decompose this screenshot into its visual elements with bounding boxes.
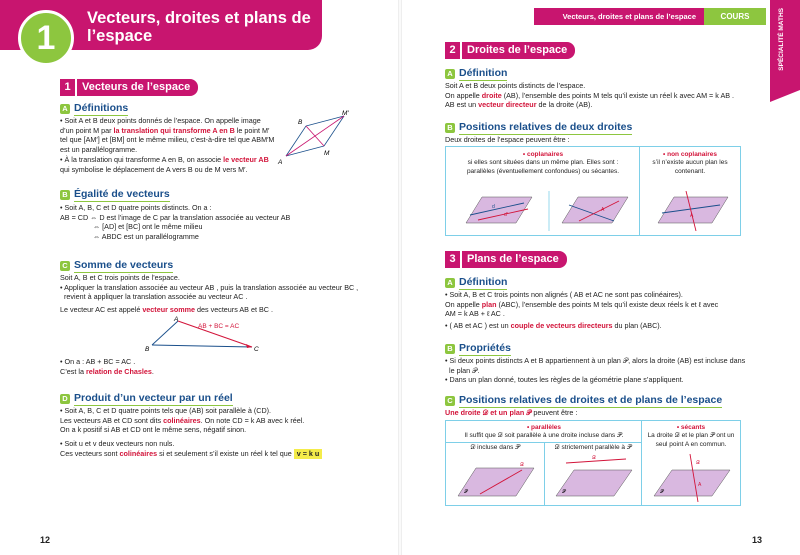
subsection-badge: B [445, 123, 455, 133]
label-b: B [145, 346, 150, 353]
svg-text:𝒫: 𝒫 [464, 489, 468, 495]
subsection-badge: A [445, 278, 455, 288]
label-sum: AB + BC = AC [198, 323, 240, 330]
svg-text:𝒟: 𝒟 [592, 455, 596, 461]
droites-table [445, 146, 741, 236]
secants-figure [646, 454, 736, 502]
positions-intro: Deux droites de l’espace peuvent être : [445, 135, 570, 144]
side-tab-label: SPÉCIALITÉ MATHS [778, 8, 785, 71]
svg-text:d′: d′ [504, 212, 508, 218]
subsection-positions-droites [445, 120, 632, 135]
subsection-badge: B [60, 190, 70, 200]
label-a: A [278, 159, 283, 166]
paralleles-cell: • parallèles Il suffit que 𝒟 soit parallèle à une droite incluse dans 𝒫. 𝒟 incluse dans 𝒫 𝒟 strictement parallèle à 𝒫 𝒟 𝒫 𝒟 𝒫 [446, 421, 642, 505]
svg-text:𝒟: 𝒟 [520, 462, 524, 468]
strictement-figure [548, 454, 638, 502]
plane-secant [562, 197, 628, 223]
subsection-definition-droite [445, 66, 507, 81]
subsection-badge: B [445, 344, 455, 354]
svg-text:𝒫: 𝒫 [660, 489, 664, 495]
strictement-label: 𝒟 strictement parallèle à 𝒫 [554, 444, 632, 451]
subsection-title: Définition [459, 66, 507, 81]
subsection-definitions [60, 101, 128, 116]
running-header [534, 8, 800, 25]
vector-bc [152, 345, 252, 347]
svg-text:𝒟: 𝒟 [696, 460, 700, 466]
side-tab-tip [770, 90, 800, 102]
non-coplanaires-figure [648, 191, 736, 231]
label-m: M [324, 150, 330, 157]
incluse-label: 𝒟 incluse dans 𝒫 [470, 444, 520, 451]
label-b: B [298, 119, 303, 126]
subsection-badge: C [445, 396, 455, 406]
running-title: Vecteurs, droites et plans de l’espace [534, 8, 704, 25]
page-number-right: 13 [752, 535, 763, 545]
svg-text:A: A [601, 207, 605, 213]
section-3-header [445, 251, 567, 268]
proprietes-text: • Si deux points distincts A et B appartiennent à un plan 𝒫, alors la droite (AB) est incluse dans le plan 𝒫. • Dans un plan donné, toutes les règles de la géométrie plane s’appliquent. [445, 356, 746, 385]
subsection-egalite [60, 187, 170, 202]
section-title: Droites de l’espace [462, 42, 575, 59]
secants-cell: • sécants La droite 𝒟 et le plan 𝒫 ont un seul point A en commun. 𝒟 A 𝒫 [642, 421, 740, 505]
subsection-title: Définition [459, 275, 507, 290]
subsection-definition-plan [445, 275, 507, 290]
formula-highlight: v = k u [294, 449, 323, 459]
label-a: A [174, 316, 179, 323]
subsection-title: Positions relatives de droites et de plans de l’espace [459, 393, 722, 408]
section-number: 1 [60, 79, 75, 96]
subsection-badge: C [60, 261, 70, 271]
subsection-title: Définitions [74, 101, 128, 116]
parallelogram-figure [276, 108, 356, 168]
section-number: 2 [445, 42, 460, 59]
label-mp: M′ [342, 110, 349, 117]
subsection-produit [60, 391, 233, 406]
non-coplanaires-cell: • non coplanaires s’il n’existe aucun plan les contenant. A [640, 147, 740, 235]
chasles-text: • On a : AB + BC = AC . C’est la relation de Chasles. [60, 357, 154, 376]
chapter-number: 1 [18, 10, 74, 66]
egalite-text: • Soit A, B, C et D quatre points distincts. On a : AB = CD ⇔ D est l’image de C par la translation associée au vecteur AB ⇔ [AD] et [BC] ont le même milieu ⇔ ABDC est un parallélogramme [60, 203, 291, 242]
svg-text:d: d [492, 204, 495, 210]
svg-text:A: A [690, 213, 694, 219]
label-c: C [254, 346, 259, 353]
definition-paragraph-1: • Soit A et B deux points donnés de l’espace. On appelle image d’un point M par la translation qui transforme A en B le point M′ tel que [AM′] et [BM] ont le même milieu, c’est-à-dire tel que ABM′M est un parallélogramme. [60, 116, 275, 155]
section-number: 3 [445, 251, 460, 268]
svg-text:𝒫: 𝒫 [562, 489, 566, 495]
subsection-badge: A [60, 104, 70, 114]
plan-definition-text: • Soit A, B et C trois points non alignés ( AB et AC ne sont pas colinéaires). On appelle plan (ABC), l’ensemble des points M tels qu’il existe deux réels k et ℓ avec AM = k AB + ℓ AC . • ( AB et AC ) est un couple de vecteurs directeurs du plan (ABC). [445, 290, 719, 331]
definition-paragraph-2: • À la translation qui transforme A en B, on associe le vecteur AB qui symbolise le déplacement de A vers B ou de M vers M′. [60, 155, 269, 174]
chasles-figure [140, 316, 270, 356]
svg-text:A: A [698, 482, 702, 488]
coplanaires-cell: • coplanaires si elles sont situées dans un même plan. Elles sont : parallèles (éventuellement confondues) ou sécantes. d d′ A [446, 147, 640, 235]
subsection-title: Somme de vecteurs [74, 258, 173, 273]
subsection-proprietes [445, 341, 511, 356]
diagonal-amp [286, 116, 344, 156]
subsection-positions-plans [445, 393, 722, 408]
section-title: Vecteurs de l’espace [77, 79, 198, 96]
page-number-left: 12 [40, 535, 51, 545]
chapter-title: Vecteurs, droites et plans de l’espace [87, 9, 311, 46]
section-1-header [60, 79, 198, 96]
droite-definition-text: Soit A et B deux points distincts de l’espace. On appelle droite (AB), l’ensemble des points M tels qu’il existe un réel k avec AM = k AB . AB est un vecteur directeur de la droite (AB). [445, 81, 735, 110]
section-2-header [445, 42, 575, 59]
subsection-somme [60, 258, 173, 273]
vector-ab [152, 321, 178, 345]
produit-text: • Soit A, B, C et D quatre points tels que (AB) soit parallèle à (CD). Les vecteurs AB et CD sont dits colinéaires. On note CD = k AB avec k réel. On a k positif si AB et CD ont le même sens, négatif sinon. • Soit u et v deux vecteurs non nuls. Ces vecteurs sont colinéaires si et seulement s’il existe un réel k tel que v = k u [60, 406, 380, 459]
subsection-title: Positions relatives de deux droites [459, 120, 632, 135]
subsection-title: Produit d’un vecteur par un réel [74, 391, 233, 406]
incluse-figure [450, 454, 540, 502]
section-title: Plans de l’espace [462, 251, 567, 268]
right-page [400, 0, 800, 555]
cours-tab: COURS [704, 8, 766, 25]
subsection-badge: D [60, 394, 70, 404]
coplanaires-figures [454, 191, 634, 231]
subsection-badge: A [445, 69, 455, 79]
positions-plans-intro: Une droite 𝒟 et un plan 𝒫 peuvent être : [445, 408, 578, 417]
subsection-title: Propriétés [459, 341, 511, 356]
side-tab [770, 0, 800, 90]
subsection-title: Égalité de vecteurs [74, 187, 170, 202]
somme-text: Soit A, B et C trois points de l’espace. • Appliquer la translation associée au vecteur AB , puis la translation associée au vecteur BC , revient à appliquer la translation associée au vecteur AC . Le vecteur AC est appelé vecteur somme des vecteurs AB et BC . [60, 273, 359, 315]
plans-table [445, 420, 741, 506]
